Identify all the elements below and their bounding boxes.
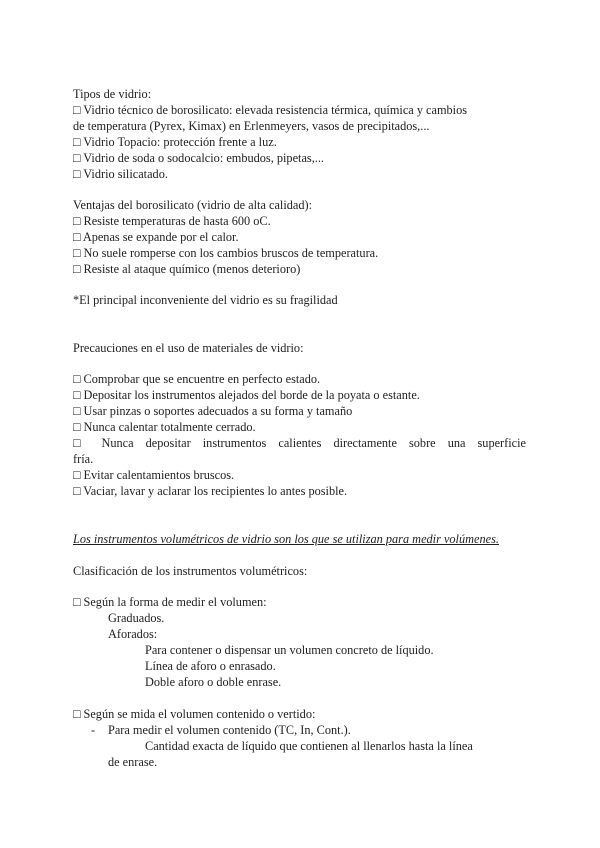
fragility-note: *El principal inconveniente del vidrio es su fragilidad <box>73 293 338 307</box>
tipos-item-1: □ Vidrio técnico de borosilicato: elevada resistencia térmica, química y cambios <box>73 103 468 117</box>
ventajas-item-2: □ Apenas se expande por el calor. <box>73 230 239 244</box>
ventajas-heading: Ventajas del borosilicato (vidrio de alta calidad): <box>73 198 313 212</box>
contenido-item: Para medir el volumen contenido (TC, In, Cont.). <box>108 723 351 737</box>
volumetric-title: Los instrumentos volumétricos de vidrio son los que se utilizan para medir volúmenes. <box>73 532 499 546</box>
precauciones-item-7: □ Vaciar, lavar y aclarar los recipientes lo antes posible. <box>73 484 348 498</box>
clasificacion-heading: Clasificación de los instrumentos volumétricos: <box>73 564 308 578</box>
precauciones-item-5: □ Nunca depositar instrumentos calientes directamente sobre una superficie <box>73 436 526 450</box>
ventajas-item-4: □ Resiste al ataque químico (menos deterioro) <box>73 262 301 276</box>
precauciones-item-5-cont: fría. <box>73 452 94 466</box>
graduados-item: Graduados. <box>108 611 165 625</box>
tipos-item-4: □ Vidrio silicatado. <box>73 167 168 181</box>
precauciones-item-4: □ Nunca calentar totalmente cerrado. <box>73 420 256 434</box>
tipos-item-1-cont: de temperatura (Pyrex, Kimax) en Erlenmeyers, vasos de precipitados,... <box>73 119 430 133</box>
forma-label: □ Según la forma de medir el volumen: <box>73 595 267 609</box>
precauciones-item-6: □ Evitar calentamientos bruscos. <box>73 468 235 482</box>
tipos-item-3: □ Vidrio de soda o sodocalcio: embudos, pipetas,... <box>73 151 324 165</box>
aforados-item: Aforados: <box>108 627 158 641</box>
aforados-sub-3: Doble aforo o doble enrase. <box>145 675 282 689</box>
aforados-sub-2: Línea de aforo o enrasado. <box>145 659 276 673</box>
ventajas-item-3: □ No suele romperse con los cambios bruscos de temperatura. <box>73 246 379 260</box>
contenido-desc-1: Cantidad exacta de líquido que contienen al llenarlos hasta la línea <box>145 739 473 753</box>
precauciones-item-1: □ Comprobar que se encuentre en perfecto estado. <box>73 372 321 386</box>
aforados-sub-1: Para contener o dispensar un volumen concreto de líquido. <box>145 643 434 657</box>
precauciones-item-2: □ Depositar los instrumentos alejados del borde de la poyata o estante. <box>73 388 420 402</box>
contenido-desc-2: de enrase. <box>108 755 158 769</box>
dash-bullet: - <box>91 723 96 737</box>
tipos-item-2: □ Vidrio Topacio: protección frente a luz. <box>73 135 277 149</box>
medida-label: □ Según se mida el volumen contenido o vertido: <box>73 707 316 721</box>
tipos-heading: Tipos de vidrio: <box>73 87 152 101</box>
precauciones-heading: Precauciones en el uso de materiales de vidrio: <box>73 341 304 355</box>
ventajas-item-1: □ Resiste temperaturas de hasta 600 oC. <box>73 214 271 228</box>
precauciones-item-3: □ Usar pinzas o soportes adecuados a su forma y tamaño <box>73 404 353 418</box>
